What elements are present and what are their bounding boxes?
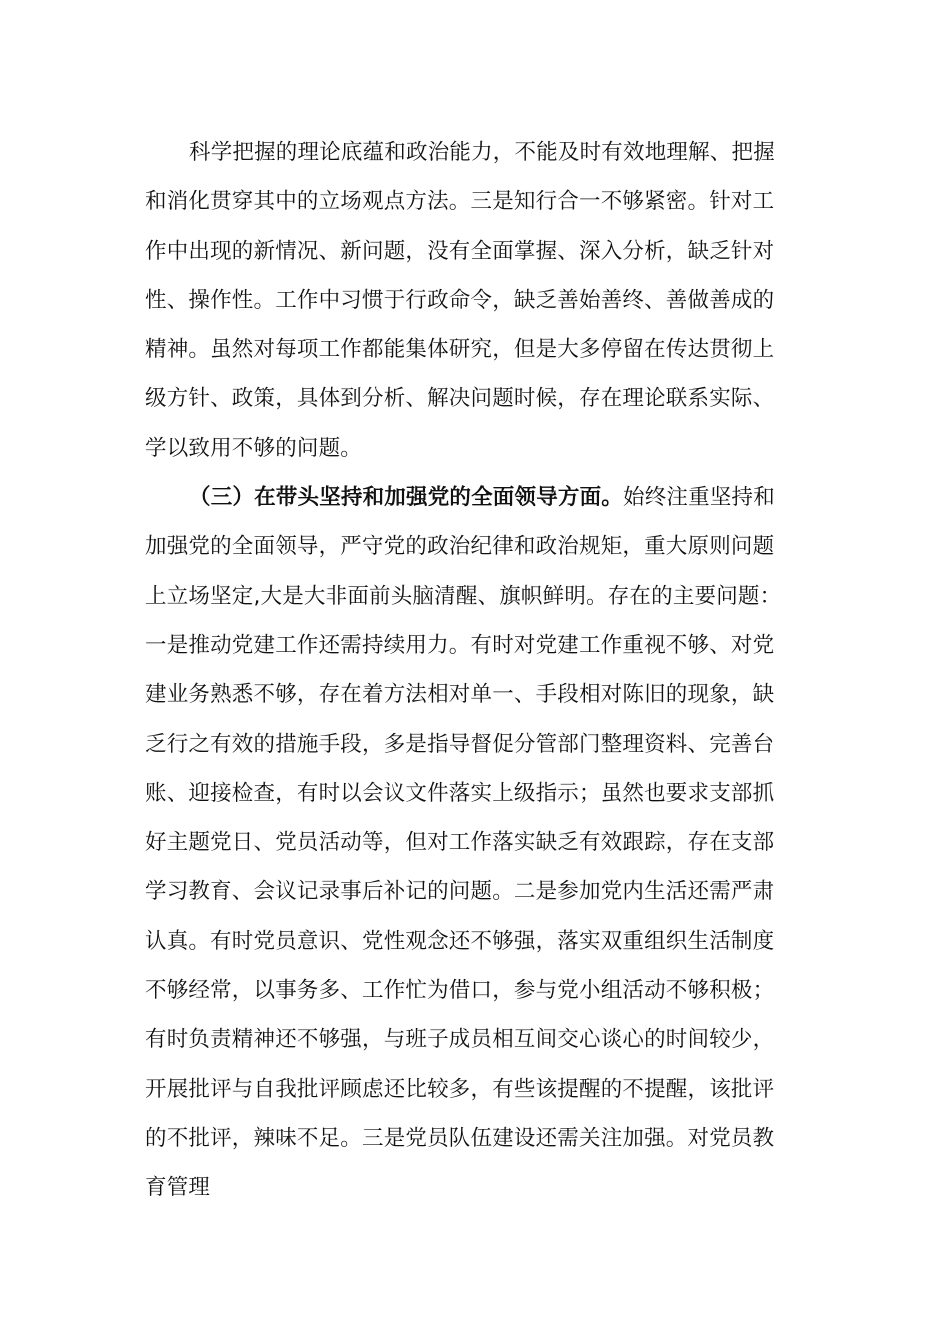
text-line: 加强党的全面领导，严守党的政治纪律和政治规矩，重大原则问题 <box>145 534 775 560</box>
document-body <box>145 128 795 1213</box>
text-line: 级方针、政策，具体到分析、解决问题时候，存在理论联系实际、 <box>145 386 775 412</box>
text-line: 和消化贯穿其中的立场观点方法。三是知行合一不够紧密。针对工 <box>145 189 775 215</box>
text-line: 上立场坚定,大是大非面前头脑清醒、旗帜鲜明。存在的主要问题： <box>145 583 782 609</box>
text-line: 科学把握的理论底蕴和政治能力，不能及时有效地理解、把握 <box>189 140 775 165</box>
text-line: 认真。有时党员意识、党性观念还不够强，落实双重组织生活制度 <box>145 928 775 954</box>
text-line: 建业务熟悉不够，存在着方法相对单一、手段相对陈旧的现象，缺 <box>145 682 775 708</box>
text-line: 账、迎接检查，有时以会议文件落实上级指示；虽然也要求支部抓 <box>145 780 775 806</box>
section-heading-continuation: 始终注重坚持和 <box>623 485 775 511</box>
section-heading-line <box>145 473 795 522</box>
text-line: 开展批评与自我批评顾虑还比较多，有些该提醒的不提醒，该批评 <box>145 1076 775 1102</box>
text-line: 育管理 <box>145 1175 211 1201</box>
text-line: 精神。虽然对每项工作都能集体研究，但是大多停留在传达贯彻上 <box>145 337 775 363</box>
section-heading: （三）在带头坚持和加强党的全面领导方面。 <box>189 485 624 511</box>
text-line: 乏行之有效的措施手段，多是指导督促分管部门整理资料、完善台 <box>145 731 775 757</box>
text-line: 不够经常，以事务多、工作忙为借口，参与党小组活动不够积极； <box>145 978 775 1004</box>
text-line: 好主题党日、党员活动等，但对工作落实缺乏有效跟踪，存在支部 <box>145 830 775 856</box>
text-line: 有时负责精神还不够强，与班子成员相互间交心谈心的时间较少， <box>145 1027 775 1053</box>
text-line: 的不批评，辣味不足。三是党员队伍建设还需关注加强。对党员教 <box>145 1125 775 1151</box>
text-line: 学习教育、会议记录事后补记的问题。二是参加党内生活还需严肃 <box>145 879 775 905</box>
text-line: 作中出现的新情况、新问题，没有全面掌握、深入分析，缺乏针对 <box>145 238 775 264</box>
text-line: 性、操作性。工作中习惯于行政命令，缺乏善始善终、善做善成的 <box>145 287 775 313</box>
text-line: 一是推动党建工作还需持续用力。有时对党建工作重视不够、对党 <box>145 632 775 658</box>
text-line: 学以致用不够的问题。 <box>145 435 363 461</box>
